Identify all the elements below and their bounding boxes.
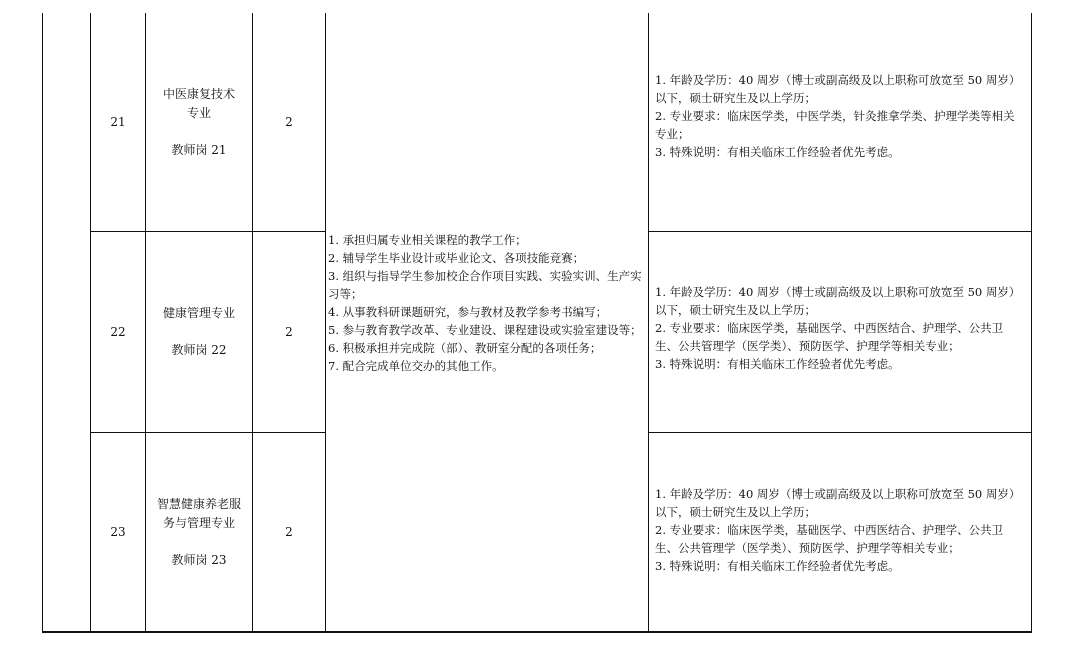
duty-item: 3. 组织与指导学生参加校企合作项目实践、实验实训、生产实习等； (328, 269, 642, 301)
major-cell (146, 433, 252, 631)
requirement-item: 1. 年龄及学历：40 周岁（博士或副高级及以上职称可放宽至 50 周岁）以下，硕士研究生及以上学历； (655, 487, 1021, 519)
row-index: 23 (110, 524, 126, 539)
post-name: 教师岗 21 (171, 142, 227, 157)
headcount-cell (253, 232, 325, 432)
table-row (91, 13, 145, 231)
headcount: 2 (285, 524, 293, 539)
requirement-item: 3. 特殊说明：有相关临床工作经验者优先考虑。 (655, 145, 900, 159)
column-divider (325, 13, 326, 633)
requirement-item: 1. 年龄及学历：40 周岁（博士或副高级及以上职称可放宽至 50 周岁）以下，硕士研究生及以上学历； (655, 285, 1021, 317)
requirements-cell (655, 485, 1025, 575)
headcount-cell (253, 433, 325, 631)
requirement-item: 3. 特殊说明：有相关临床工作经验者优先考虑。 (655, 357, 900, 371)
requirement-item: 3. 特殊说明：有相关临床工作经验者优先考虑。 (655, 559, 900, 573)
headcount: 2 (285, 324, 293, 339)
requirements-cell (655, 71, 1025, 161)
post-name: 教师岗 23 (171, 552, 227, 567)
row-index: 22 (110, 324, 126, 339)
major-name: 智慧健康养老服 (156, 496, 241, 511)
row-divider (648, 231, 1032, 232)
table-row (91, 232, 145, 432)
requirement-item: 2. 专业要求：临床医学类，基础医学、中西医结合、护理学、公共卫生、公共管理学（医学类）、预防医学、护理学等相关专业； (655, 523, 1004, 555)
duty-item: 5. 参与教育教学改革、专业建设、课程建设或实验室建设等； (328, 323, 642, 337)
table-border-right (1031, 13, 1032, 633)
requirement-item: 1. 年龄及学历：40 周岁（博士或副高级及以上职称可放宽至 50 周岁）以下，硕士研究生及以上学历； (655, 73, 1021, 105)
requirements-cell (655, 283, 1025, 373)
table-border-left (42, 13, 43, 633)
post-name: 教师岗 22 (171, 343, 227, 357)
recruitment-table (42, 13, 1032, 633)
major-cell (146, 232, 252, 432)
table-row (91, 433, 145, 631)
requirement-item: 2. 专业要求：临床医学类，中医学类，针灸推拿学类、护理学类等相关专业； (655, 109, 1015, 141)
major-name: 专业 (186, 105, 211, 120)
headcount: 2 (285, 114, 293, 129)
major-name: 务与管理专业 (162, 515, 235, 530)
requirement-item: 2. 专业要求：临床医学类，基础医学、中西医结合、护理学、公共卫生、公共管理学（医学类）、预防医学、护理学等相关专业； (655, 321, 1004, 353)
duty-item: 2. 辅导学生毕业设计或毕业论文、各项技能竞赛； (328, 251, 585, 265)
duty-item: 4. 从事教科研课题研究，参与教材及教学参考书编写； (328, 305, 608, 319)
duties-cell (328, 231, 650, 375)
row-index: 21 (110, 114, 126, 129)
major-name: 健康管理专业 (162, 306, 235, 320)
duty-item: 1. 承担归属专业相关课程的教学工作； (328, 233, 527, 247)
major-cell (146, 13, 252, 231)
table-border-bottom (42, 631, 1032, 633)
duty-item: 7. 配合完成单位交办的其他工作。 (328, 359, 504, 373)
headcount-cell (253, 13, 325, 231)
duty-item: 6. 积极承担并完成院（部）、教研室分配的各项任务； (328, 341, 602, 355)
major-name: 中医康复技术 (162, 86, 235, 101)
row-divider (648, 432, 1032, 433)
